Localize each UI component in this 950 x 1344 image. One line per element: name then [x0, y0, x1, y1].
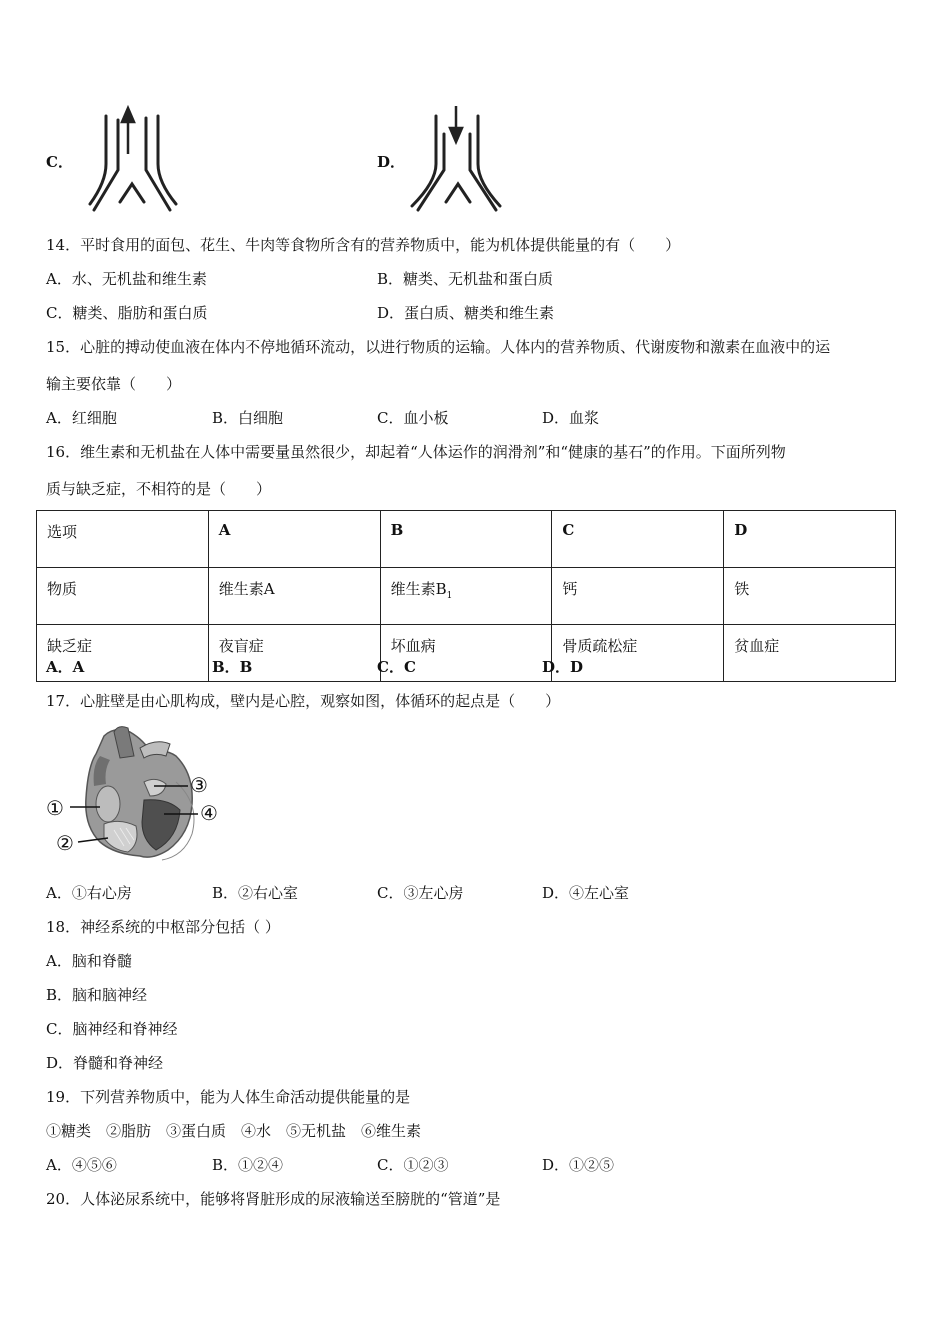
heart-label-2: ②	[56, 831, 74, 855]
table-cell: 铁	[724, 568, 896, 625]
table-row-deficiency	[37, 625, 896, 682]
q17-option-a: A．①右心房	[46, 884, 132, 902]
q19-option-b: B．①②④	[212, 1156, 284, 1174]
table-cell	[380, 568, 552, 625]
q19-stem: 19．下列营养物质中，能为人体生命活动提供能量的是	[46, 1088, 411, 1106]
table-cell: 选项	[37, 511, 209, 568]
q16-option-c: C．C	[377, 658, 416, 676]
heart-label-1: ①	[46, 796, 64, 820]
heart-label-3: ③	[190, 773, 208, 797]
q18-option-b: B．脑和脑神经	[46, 986, 148, 1004]
q15-stem-line1: 15．心脏的搏动使血液在体内不停地循环流动，以进行物质的运输。人体内的营养物质、代谢废物和激素在血液中的运	[46, 338, 831, 356]
q16-option-d: D．D	[542, 658, 584, 676]
q19-option-d: D．①②⑤	[542, 1156, 615, 1174]
q16-stem-line1: 16．维生素和无机盐在人体中需要量虽然很少，却起着“人体运作的润滑剂”和“健康的基石”的作用。下面所列物	[46, 443, 786, 461]
cell-text: 维生素B	[390, 580, 447, 598]
q15-option-b: B．白细胞	[212, 409, 284, 427]
table-cell: 维生素A	[208, 568, 380, 625]
table-cell: D	[724, 511, 896, 568]
table-cell: 贫血症	[724, 625, 896, 682]
table-cell: 骨质疏松症	[552, 625, 724, 682]
table-cell: B	[380, 511, 552, 568]
option-c-label: C．	[46, 153, 73, 171]
q15-stem-line2: 输主要依靠（ ）	[46, 375, 182, 393]
table-cell: A	[208, 511, 380, 568]
q16-stem-line2: 质与缺乏症，不相符的是（ ）	[46, 480, 272, 498]
q19-option-a: A．④⑤⑥	[46, 1156, 117, 1174]
table-row-substance	[37, 568, 896, 625]
q20-stem: 20．人体泌尿系统中，能够将肾脏形成的尿液输送至膀胱的“管道”是	[46, 1190, 501, 1208]
q15-option-d: D．血浆	[542, 409, 600, 427]
option-d-label: D．	[377, 153, 406, 171]
subscript: 1	[446, 591, 453, 601]
q16-table	[36, 510, 896, 682]
table-cell: 缺乏症	[37, 625, 209, 682]
q19-items: ①糖类 ②脂肪 ③蛋白质 ④水 ⑤无机盐 ⑥维生素	[46, 1122, 422, 1140]
q18-option-d: D．脊髓和脊神经	[46, 1054, 164, 1072]
heart-label-4: ④	[200, 801, 218, 825]
q17-option-d: D．④左心室	[542, 884, 630, 902]
q14-option-a: A．水、无机盐和维生素	[46, 270, 207, 288]
q15-option-a: A．红细胞	[46, 409, 117, 427]
q16-option-b: B．B	[212, 658, 253, 676]
q18-option-a: A．脑和脊髓	[46, 952, 132, 970]
q19-option-c: C．①②③	[377, 1156, 449, 1174]
q14-stem: 14．平时食用的面包、花生、牛肉等食物所含有的营养物质中，能为机体提供能量的有（ ）	[46, 236, 681, 254]
q18-stem: 18．神经系统的中枢部分包括（ ）	[46, 918, 280, 936]
vessel-figure-c	[84, 104, 184, 216]
q17-option-c: C．③左心房	[377, 884, 464, 902]
table-cell: 物质	[37, 568, 209, 625]
table-cell: C	[552, 511, 724, 568]
heart-diagram	[44, 726, 234, 866]
q14-option-d: D．蛋白质、糖类和维生素	[377, 304, 555, 322]
q15-option-c: C．血小板	[377, 409, 449, 427]
vessel-figure-d	[404, 104, 504, 216]
q17-option-b: B．②右心室	[212, 884, 299, 902]
q14-option-b: B．糖类、无机盐和蛋白质	[377, 270, 554, 288]
q17-stem: 17．心脏壁是由心肌构成，壁内是心腔，观察如图，体循环的起点是（ ）	[46, 692, 561, 710]
table-cell: 坏血病	[380, 625, 552, 682]
q16-option-a: A．A	[46, 658, 85, 676]
q18-option-c: C．脑神经和脊神经	[46, 1020, 178, 1038]
q14-option-c: C．糖类、脂肪和蛋白质	[46, 304, 208, 322]
table-cell: 钙	[552, 568, 724, 625]
table-cell: 夜盲症	[208, 625, 380, 682]
table-row-header	[37, 511, 896, 568]
